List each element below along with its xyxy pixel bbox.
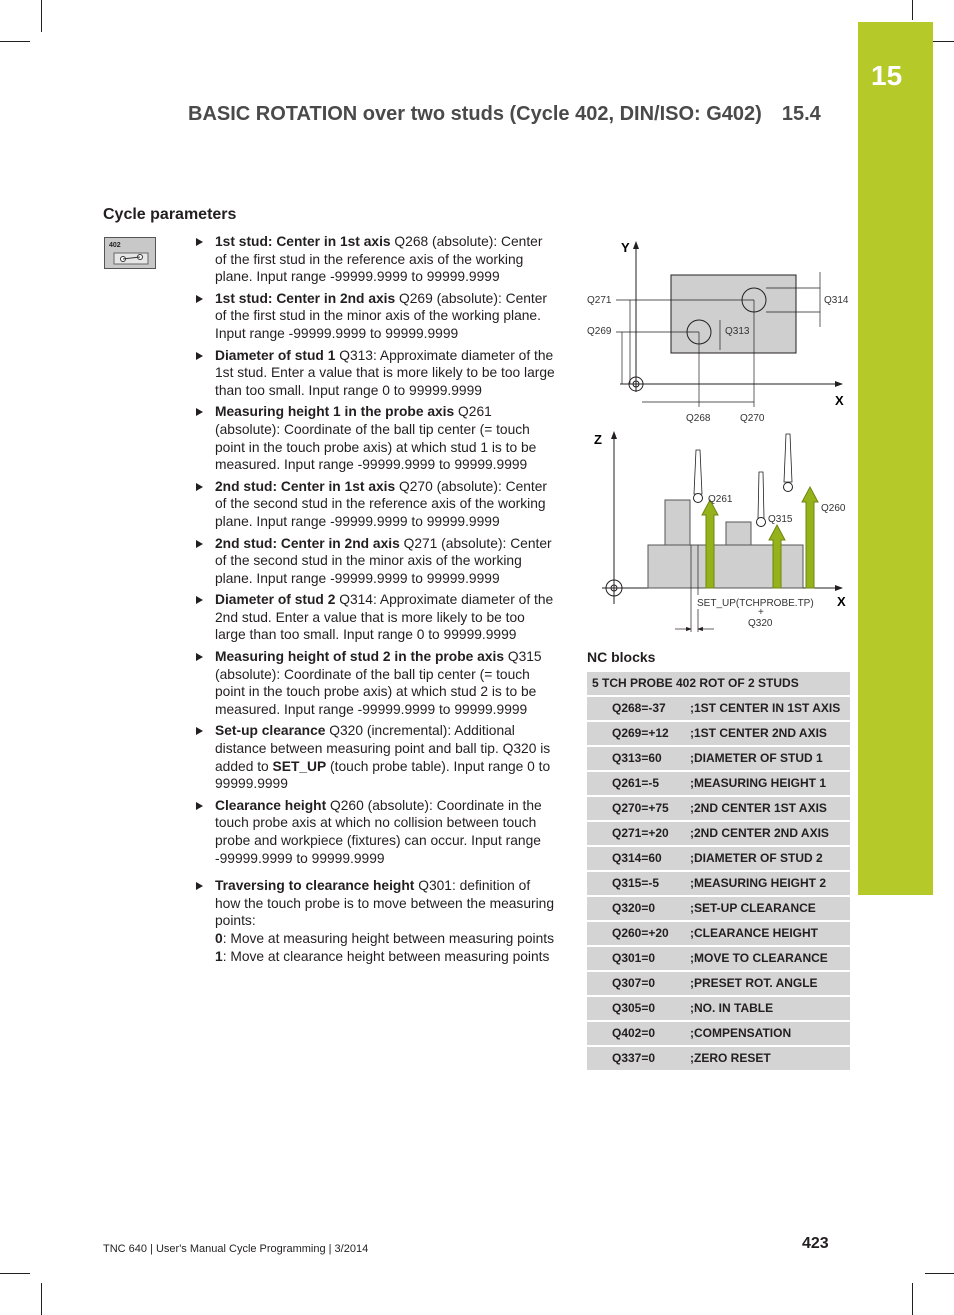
param-item [194,722,556,792]
crop-mark [0,1273,30,1274]
bullet-arrow-icon [196,727,203,735]
nc-row [587,1046,850,1071]
label-q261: Q261 [708,494,733,505]
stud-1-side [665,500,690,545]
param-desc: Q320 (incremental): Additional distance between measuring point and ball tip. Q320 is added to [215,723,551,774]
param-desc: Q301: definition of how the touch probe is to move between the measuring points: [215,878,554,929]
nc-row [587,796,850,821]
param-desc: (touch probe table). Input range 0 to 99999.9999 [215,758,551,792]
bullet-arrow-icon [196,238,203,246]
nc-comment: ;MEASURING HEIGHT 1 [686,771,850,796]
nc-code: Q301=0 [587,946,686,971]
nc-code: Q269=+12 [587,721,686,746]
param-name: Clearance height [215,797,327,813]
param-name: 1st stud: Center in 1st axis [215,234,391,249]
x-axis-label-top: X [835,393,844,408]
param-keyword: SET_UP [272,758,327,774]
stylus-3 [784,434,792,482]
nc-blocks-table [587,672,850,1072]
bullet-arrow-icon [196,596,203,604]
option-text: : Move at measuring height between measuring points [222,930,555,946]
param-desc: Q269 (absolute): Center of the first stud in the minor axis of the working plane. Input range -99999.9999 to 99999.9999 [215,290,548,341]
param-item [194,648,556,718]
nc-code: Q271=+20 [587,821,686,846]
arrow-q260 [802,487,818,588]
section-heading: Cycle parameters [103,206,237,223]
nc-row [587,771,850,796]
nc-comment: ;PRESET ROT. ANGLE [686,971,850,996]
nc-comment: ;2ND CENTER 2ND AXIS [686,821,850,846]
nc-row [587,1021,850,1046]
param-name: Set-up clearance [215,723,326,739]
nc-header-row [587,672,850,696]
nc-row [587,746,850,771]
z-axis-label: Z [594,432,602,447]
nc-comment: ;1ST CENTER IN 1ST AXIS [686,696,850,721]
probe-ball-1 [694,494,703,503]
param-desc: Q261 (absolute): Coordinate of the ball tip center (= touch point in the touch probe axis) at which stud 1 is to be measured. Input range -99999.9999 to 99999.9999 [215,404,537,473]
nc-row [587,896,850,921]
nc-comment: ;MEASURING HEIGHT 2 [686,871,850,896]
label-q320: Q320 [748,618,773,629]
icon-label: 402 [109,242,121,249]
nc-code: Q402=0 [587,1021,686,1046]
param-desc: Q268 (absolute): Center of the first stud in the reference axis of the working plane. Input range -99999.9999 to 99999.9999 [215,234,543,285]
param-item [194,797,556,867]
stud-2-side [726,522,751,545]
nc-comment: ;ZERO RESET [686,1046,850,1071]
chapter-tab [858,22,933,895]
param-desc: Q260 (absolute): Coordinate in the touch probe axis at which no collision between touch probe and workpiece (fixtures) can occur. Input range -99999.9999 to 99999.9999 [215,797,542,866]
nc-comment: ;CLEARANCE HEIGHT [686,921,850,946]
param-desc: Q314: Approximate diameter of the 2nd stud. Enter a value that is more likely to be too large than too small. Input range 0 to 99999.9999 [215,592,554,643]
nc-row [587,871,850,896]
bullet-arrow-icon [196,295,203,303]
crop-mark [0,41,30,42]
label-q270: Q270 [740,413,765,424]
nc-code: Q315=-5 [587,871,686,896]
param-name: Diameter of stud 2 [215,592,336,608]
nc-code: Q261=-5 [587,771,686,796]
nc-comment: ;1ST CENTER 2ND AXIS [686,721,850,746]
param-item [194,290,556,343]
nc-row [587,921,850,946]
page-number: 423 [802,1235,829,1252]
label-plus: + [758,607,764,618]
param-desc: Q313: Approximate diameter of the 1st stud. Enter a value that is more likely to be too large than too small. Input range 0 to 99999.9999 [215,347,555,398]
label-q314: Q314 [824,295,849,306]
nc-code: Q307=0 [587,971,686,996]
nc-comment: ;COMPENSATION [686,1021,850,1046]
nc-code: Q305=0 [587,996,686,1021]
option-key: 0 [215,930,223,946]
param-name: Measuring height of stud 2 in the probe axis [215,649,505,665]
nc-code: Q313=60 [587,746,686,771]
header-title: BASIC ROTATION over two studs (Cycle 402, DIN/ISO: G402) [188,103,762,125]
label-q315: Q315 [768,514,793,525]
crop-mark [41,0,42,32]
param-item [194,403,556,473]
param-item [194,591,556,644]
nc-comment: ;SET-UP CLEARANCE [686,896,850,921]
param-item [194,478,556,531]
cycle-402-icon [104,237,156,269]
label-q271: Q271 [587,295,612,306]
nc-code: Q260=+20 [587,921,686,946]
param-name: Measuring height 1 in the probe axis [215,404,455,420]
option-text: : Move at clearance height between measuring points [222,948,550,964]
nc-row [587,821,850,846]
param-desc: Q271 (absolute): Center of the second stud in the minor axis of the working plane. Input range -99999.9999 to 99999.9999 [215,535,552,586]
bullet-arrow-icon [196,352,203,360]
chapter-number: 15 [871,60,903,91]
parameter-list [194,233,556,969]
nc-comment: ;2ND CENTER 1ST AXIS [686,796,850,821]
nc-code: Q337=0 [587,1046,686,1071]
nc-row [587,721,850,746]
label-setup: SET_UP(TCHPROBE.TP) [697,598,814,609]
label-q313: Q313 [725,326,750,337]
param-item [194,535,556,588]
stylus-1 [694,450,702,494]
nc-comment: ;NO. IN TABLE [686,996,850,1021]
nc-header-cell: 5 TCH PROBE 402 ROT OF 2 STUDS [587,672,850,696]
nc-blocks-title: NC blocks [587,649,656,665]
nc-row [587,996,850,1021]
bullet-arrow-icon [196,483,203,491]
bullet-arrow-icon [196,408,203,416]
nc-code: Q270=+75 [587,796,686,821]
param-name: 2nd stud: Center in 1st axis [215,478,396,494]
crop-mark [41,1283,42,1315]
crop-mark [925,1273,954,1274]
nc-row [587,971,850,996]
x-axis-label-bottom: X [837,594,846,609]
nc-comment: ;DIAMETER OF STUD 1 [686,746,850,771]
nc-comment: ;DIAMETER OF STUD 2 [686,846,850,871]
label-q269: Q269 [587,326,612,337]
nc-code: Q268=-37 [587,696,686,721]
option-key: 1 [215,948,223,964]
param-name: 2nd stud: Center in 2nd axis [215,535,400,551]
stylus-2 [758,472,764,518]
bullet-arrow-icon [196,653,203,661]
nc-row [587,846,850,871]
crop-mark [912,0,913,20]
bullet-arrow-icon [196,802,203,810]
param-item [194,877,556,965]
nc-code: Q314=60 [587,846,686,871]
probe-ball-2 [757,518,766,527]
param-item [194,233,556,286]
param-name: Traversing to clearance height [215,878,415,894]
cycle-diagram [580,232,855,637]
nc-comment: ;MOVE TO CLEARANCE [686,946,850,971]
header-section: 15.4 [781,103,821,125]
nc-row [587,946,850,971]
y-axis-label: Y [621,240,630,255]
label-q268: Q268 [686,413,711,424]
param-item [194,347,556,400]
param-name: 1st stud: Center in 2nd axis [215,290,396,306]
probe-ball-3 [784,483,793,492]
page-footer: TNC 640 | User's Manual Cycle Programming | 3/2014 [103,1243,369,1255]
workpiece-top [671,275,796,353]
nc-code: Q320=0 [587,896,686,921]
param-desc: Q270 (absolute): Center of the second stud in the reference axis of the working plane. Input range -99999.9999 to 99999.9999 [215,478,548,529]
bullet-arrow-icon [196,882,203,890]
param-desc: Q315 (absolute): Coordinate of the ball tip center (= touch point in the touch probe axis) at which stud 2 is to be measured. Input range -99999.9999 to 99999.9999 [215,649,542,717]
param-name: Diameter of stud 1 [215,347,336,363]
page-header [188,103,821,126]
crop-mark [912,1283,913,1315]
nc-row [587,696,850,721]
label-q260: Q260 [821,503,846,514]
bullet-arrow-icon [196,540,203,548]
